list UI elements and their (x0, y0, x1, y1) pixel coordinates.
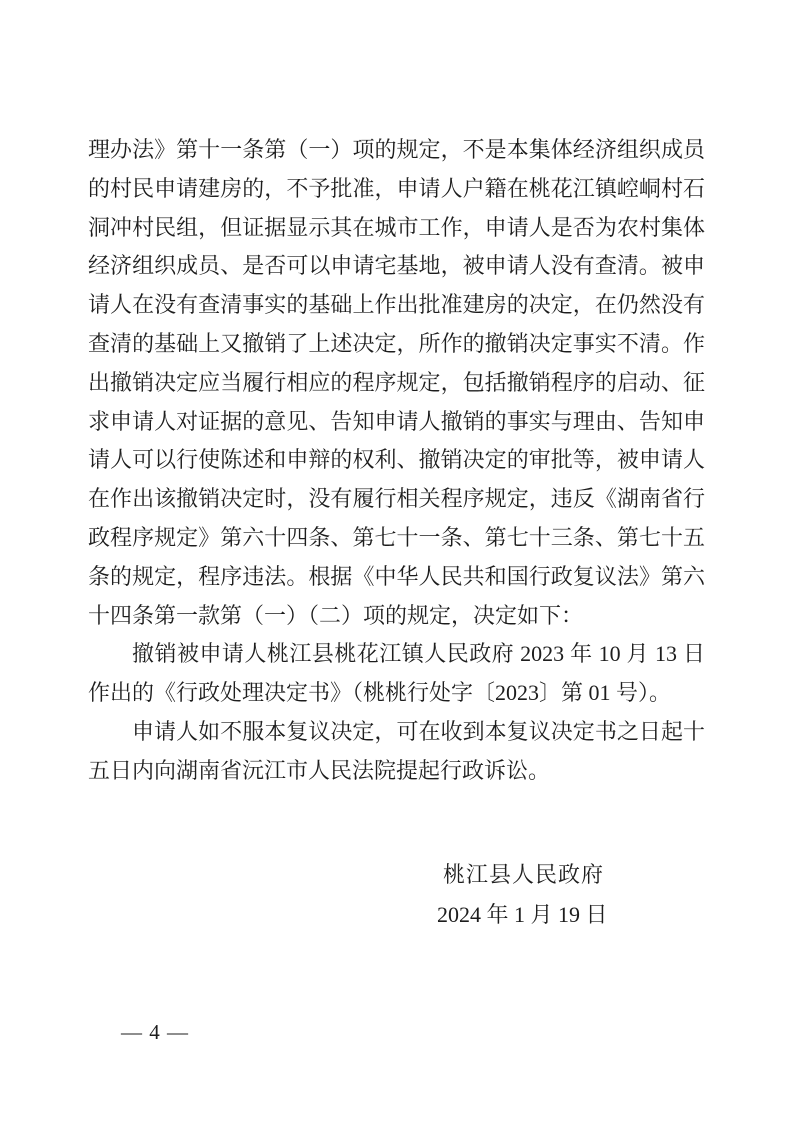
body-line: 请人在没有查清事实的基础上作出批准建房的决定，在仍然没有 (88, 292, 705, 318)
body-line: 请人可以行使陈述和申辩的权利、撤销决定的审批等，被申请人 (88, 447, 705, 473)
body-line: 出撤销决定应当履行相应的程序规定，包括撤销程序的启动、征 (88, 369, 705, 395)
body-line: 的村民申请建房的，不予批准，申请人户籍在桃花江镇崆峒村石 (88, 175, 705, 201)
body-line: 查清的基础上又撤销了上述决定，所作的撤销决定事实不清。作 (88, 330, 705, 356)
body-line: 十四条第一款第（一）（二）项的规定，决定如下： (88, 602, 584, 628)
signature-date: 2024 年 1 月 19 日 (437, 902, 608, 927)
body-line: 作出的《行政处理决定书》（桃桃行处字〔2023〕第 01 号）。 (88, 680, 672, 706)
body-line: 经济组织成员、是否可以申请宅基地，被申请人没有查清。被申 (88, 253, 705, 279)
body-line: 求申请人对证据的意见、告知申请人撤销的事实与理由、告知申 (88, 408, 705, 434)
body-line: 撤销被申请人桃江县桃花江镇人民政府 2023 年 10 月 13 日 (132, 641, 705, 667)
body-line: 申请人如不服本复议决定，可在收到本复议决定书之日起十 (132, 718, 705, 744)
body-line: 洞冲村民组，但证据显示其在城市工作，申请人是否为农村集体 (88, 214, 705, 240)
body-line: 在作出该撤销决定时，没有履行相关程序规定，违反《湖南省行 (88, 486, 705, 512)
document-body (88, 131, 705, 791)
body-line: 五日内向湖南省沅江市人民法院提起行政诉讼。 (88, 757, 551, 783)
body-line: 政程序规定》第六十四条、第七十一条、第七十三条、第七十五 (88, 524, 705, 550)
body-line: 条的规定，程序违法。根据《中华人民共和国行政复议法》第六 (88, 563, 705, 589)
page-number: — 4 — (121, 1020, 189, 1044)
body-line: 理办法》第十一条第（一）项的规定，不是本集体经济组织成员 (88, 137, 705, 162)
signature-issuer: 桃江县人民政府 (443, 862, 605, 887)
